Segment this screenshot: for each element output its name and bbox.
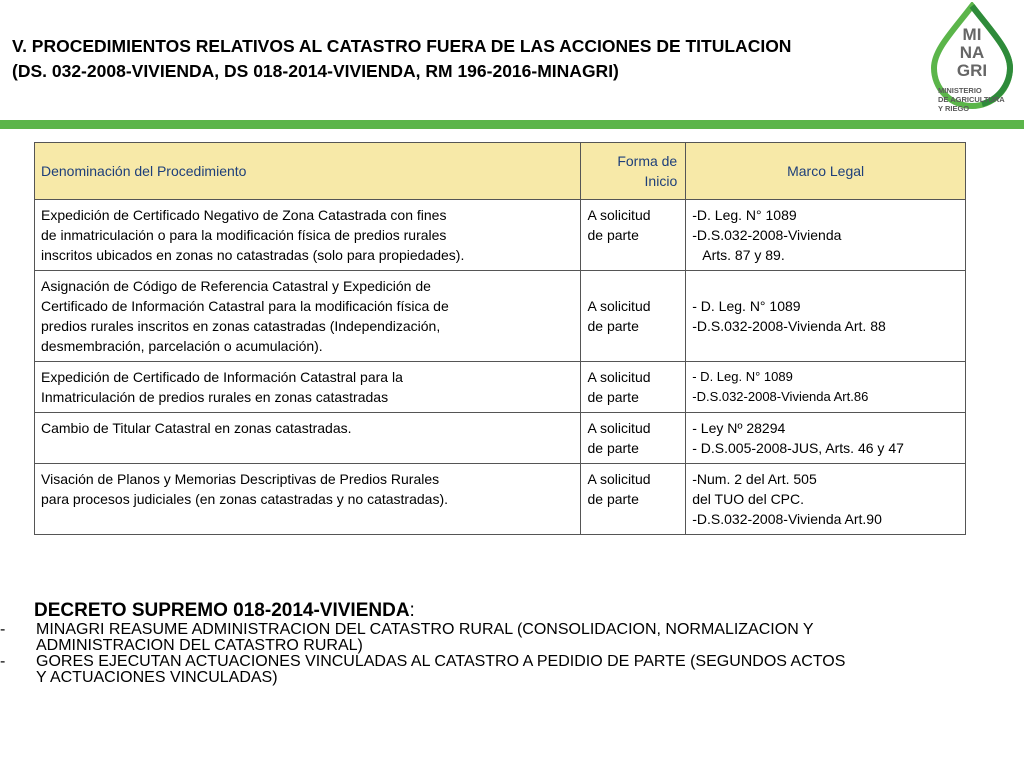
legal-line: -D.S.032-2008-Vivienda Art. 88 — [692, 318, 886, 334]
bullet-line: Y ACTUACIONES VINCULADAS) — [36, 669, 278, 686]
table-row — [35, 413, 966, 464]
legal-cell — [686, 200, 966, 271]
procedure-line: para procesos judiciales (en zonas catastradas y no catastradas). — [41, 491, 448, 507]
inicio-line: de parte — [587, 440, 639, 456]
legal-line: -D.S.032-2008-Vivienda Art.90 — [692, 511, 882, 527]
inicio-line: de parte — [587, 318, 639, 334]
inicio-cell — [581, 271, 686, 362]
page-title-line-1: V. PROCEDIMIENTOS RELATIVOS AL CATASTRO FUERA DE LAS ACCIONES DE TITULACION — [12, 36, 792, 56]
legal-line: - D.S.005-2008-JUS, Arts. 46 y 47 — [692, 440, 904, 456]
procedure-line: Asignación de Código de Referencia Catastral y Expedición de — [41, 278, 431, 294]
procedure-line: Cambio de Titular Catastral en zonas catastradas. — [41, 420, 352, 436]
bullet-dash: - — [0, 653, 6, 670]
procedure-line: Certificado de Información Catastral para la modificación física de — [41, 298, 449, 314]
table-row — [35, 464, 966, 535]
inicio-line: A solicitud — [587, 369, 651, 385]
legal-cell — [686, 413, 966, 464]
legal-line: -D.S.032-2008-Vivienda — [692, 227, 842, 243]
legal-line: - Ley Nº 28294 — [692, 420, 786, 436]
procedure-line: desmembración, parcelación o acumulación). — [41, 338, 323, 354]
inicio-line: de parte — [587, 227, 639, 243]
procedure-line: Expedición de Certificado Negativo de Zona Catastrada con fines — [41, 207, 447, 223]
table-row — [35, 362, 966, 413]
decree-section — [0, 600, 1014, 686]
procedure-line: Inmatriculación de predios rurales en zonas catastradas — [41, 389, 389, 405]
logo-caption-line-3: Y RIEGO — [938, 104, 970, 113]
procedure-cell — [35, 362, 581, 413]
legal-line: -D.S.032-2008-Vivienda Art.86 — [692, 389, 869, 404]
decree-heading-text: DECRETO SUPREMO 018-2014-VIVIENDA — [34, 600, 410, 621]
inicio-cell — [581, 464, 686, 535]
page-title-line-2: (DS. 032-2008-VIVIENDA, DS 018-2014-VIVIENDA, RM 196-2016-MINAGRI) — [12, 61, 619, 81]
logo-caption-line-2: DE AGRICULTURA — [938, 95, 1005, 104]
procedures-table — [34, 142, 966, 535]
list-item — [0, 654, 1014, 686]
procedure-line: predios rurales inscritos en zonas catastradas (Independización, — [41, 318, 441, 334]
bullet-line: ADMINISTRACION DEL CATASTRO RURAL) — [36, 637, 363, 654]
svg-text:NA: NA — [959, 43, 985, 62]
decree-heading — [34, 600, 1014, 622]
minagri-logo-caption — [938, 86, 1005, 113]
decree-heading-colon: : — [409, 600, 415, 621]
procedure-cell — [35, 271, 581, 362]
bullet-line: MINAGRI REASUME ADMINISTRACION DEL CATASTRO RURAL (CONSOLIDACION, NORMALIZACION Y — [36, 621, 814, 638]
table-header-row — [35, 143, 966, 200]
header-inicio-line-1: Forma de — [617, 153, 678, 169]
inicio-line: A solicitud — [587, 471, 651, 487]
procedure-cell — [35, 464, 581, 535]
inicio-cell — [581, 200, 686, 271]
inicio-line: A solicitud — [587, 298, 651, 314]
table-row — [35, 200, 966, 271]
header-inicio — [581, 143, 686, 200]
inicio-line: de parte — [587, 389, 639, 405]
header-divider — [0, 120, 1024, 129]
legal-line: del TUO del CPC. — [692, 491, 805, 507]
procedure-line: Visación de Planos y Memorias Descriptivas de Predios Rurales — [41, 471, 440, 487]
inicio-line: A solicitud — [587, 420, 651, 436]
inicio-cell — [581, 362, 686, 413]
procedure-cell — [35, 413, 581, 464]
page-title — [12, 34, 912, 84]
legal-cell — [686, 362, 966, 413]
legal-line: - D. Leg. N° 1089 — [692, 369, 793, 384]
legal-line: Arts. 87 y 89. — [702, 247, 785, 263]
bullet-line: GORES EJECUTAN ACTUACIONES VINCULADAS AL CATASTRO A PEDIDIO DE PARTE (SEGUNDOS ACTOS — [36, 653, 846, 670]
legal-cell — [686, 271, 966, 362]
inicio-line: de parte — [587, 491, 639, 507]
bullet-dash: - — [0, 621, 6, 638]
table-row — [35, 271, 966, 362]
procedure-line: Expedición de Certificado de Información Catastral para la — [41, 369, 403, 385]
header-inicio-line-2: Inicio — [644, 173, 678, 189]
decree-bullet-list — [0, 621, 1014, 686]
procedure-cell — [35, 200, 581, 271]
header-marco-legal: Marco Legal — [686, 143, 966, 200]
minagri-logo — [922, 2, 1022, 122]
list-item — [0, 622, 1014, 654]
legal-cell — [686, 464, 966, 535]
svg-text:MI: MI — [962, 25, 982, 44]
procedure-line: inscritos ubicados en zonas no catastradas (solo para propiedades). — [41, 247, 465, 263]
inicio-cell — [581, 413, 686, 464]
header-procedure: Denominación del Procedimiento — [35, 143, 581, 200]
legal-line: -Num. 2 del Art. 505 — [692, 471, 817, 487]
svg-text:GRI: GRI — [956, 61, 988, 80]
procedure-line: de inmatriculación o para la modificación física de predios rurales — [41, 227, 447, 243]
logo-caption-line-1: MINISTERIO — [938, 86, 982, 95]
inicio-line: A solicitud — [587, 207, 651, 223]
legal-line: -D. Leg. N° 1089 — [692, 207, 797, 223]
legal-line: - D. Leg. N° 1089 — [692, 298, 801, 314]
